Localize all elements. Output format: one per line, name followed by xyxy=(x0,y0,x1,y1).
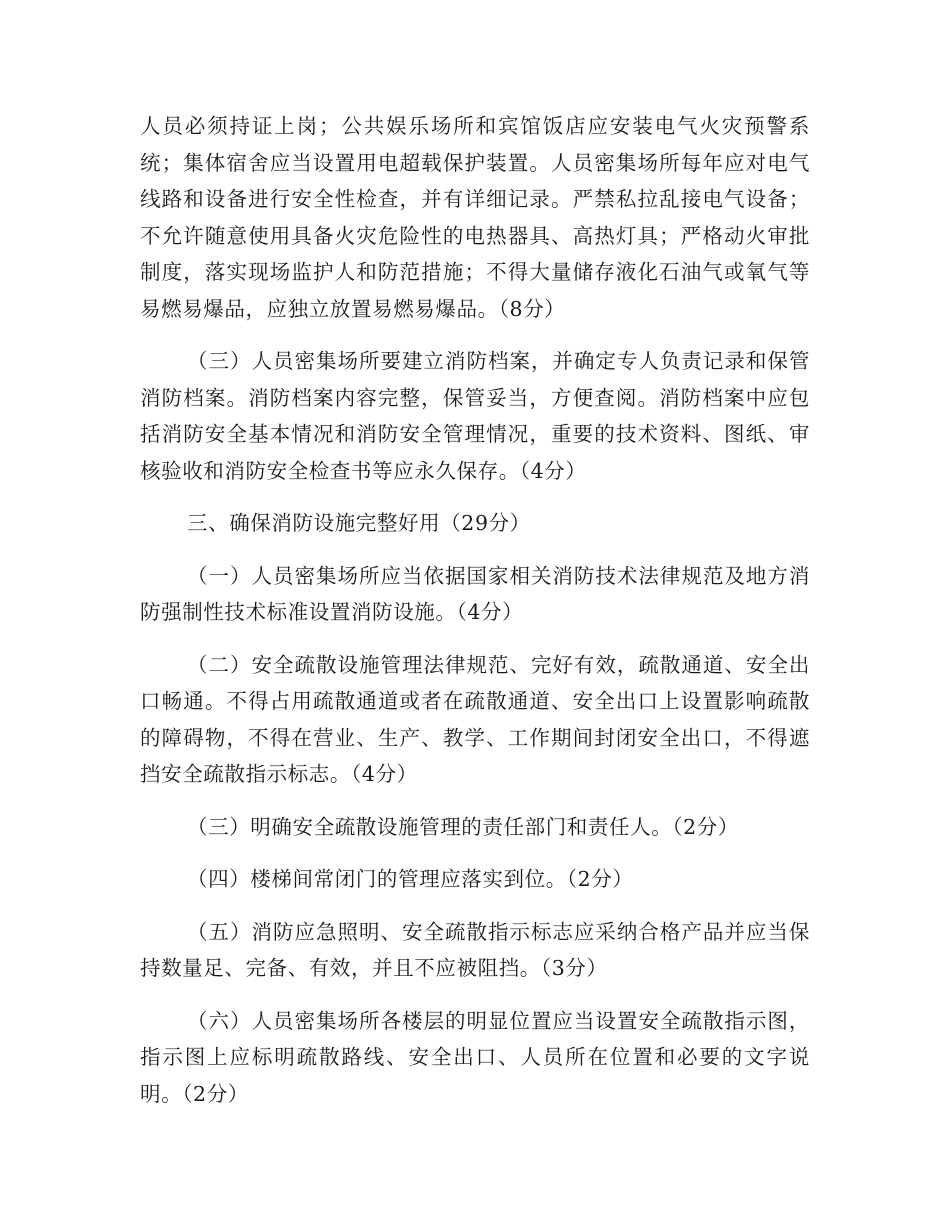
paragraph-electrical-safety: 人员必须持证上岗；公共娱乐场所和宾馆饭店应安装电气火灾预警系统；集体宿舍应当设置用电超载保护装置。人员密集场所每年应对电气线路和设备进行安全性检查，并有详细记录。严禁私拉乱接电气设备；不允许随意使用具备火灾危险性的电热器具、高热灯具；严格动火审批制度，落实现场监护人和防范措施；不得大量储存液化石油气或氧气等易燃易爆品，应独立放置易燃易爆品。（8分） xyxy=(140,114,810,321)
paragraph-item-6: （六）人员密集场所各楼层的明显位置应当设置安全疏散指示图，指示图上应标明疏散路线、安全出口、人员所在位置和必要的文字说明。（2分） xyxy=(140,1008,810,1106)
paragraph-item-2: （二）安全疏散设施管理法律规范、完好有效，疏散通道、安全出口畅通。不得占用疏散通道或者在疏散通道、安全出口上设置影响疏散的障碍物，不得在营业、生产、教学、工作期间封闭安全出口，不得遮挡安全疏散指示标志。（4分） xyxy=(140,652,810,786)
section-heading-fire-facilities: 三、确保消防设施完整好用（29分） xyxy=(187,511,531,535)
paragraph-item-4: （四）楼梯间常闭门的管理应落实到位。（2分） xyxy=(187,867,634,891)
paragraph-fire-archives: （三）人员密集场所要建立消防档案，并确定专人负责记录和保管消防档案。消防档案内容完整，保管妥当，方便查阅。消防档案中应包括消防安全基本情况和消防安全管理情况，重要的技术资料、图纸、审核验收和消防安全检查书等应永久保存。（4分） xyxy=(140,349,810,483)
document-body xyxy=(140,108,810,1128)
paragraph-item-5: （五）消防应急照明、安全疏散指示标志应采纳合格产品并应当保持数量足、完备、有效，并且不应被阻挡。（3分） xyxy=(140,919,810,980)
paragraph-item-1: （一）人员密集场所应当依据国家相关消防技术法律规范及地方消防强制性技术标准设置消防设施。（4分） xyxy=(140,563,810,624)
paragraph-item-3: （三）明确安全疏散设施管理的责任部门和责任人。（2分） xyxy=(187,814,739,839)
